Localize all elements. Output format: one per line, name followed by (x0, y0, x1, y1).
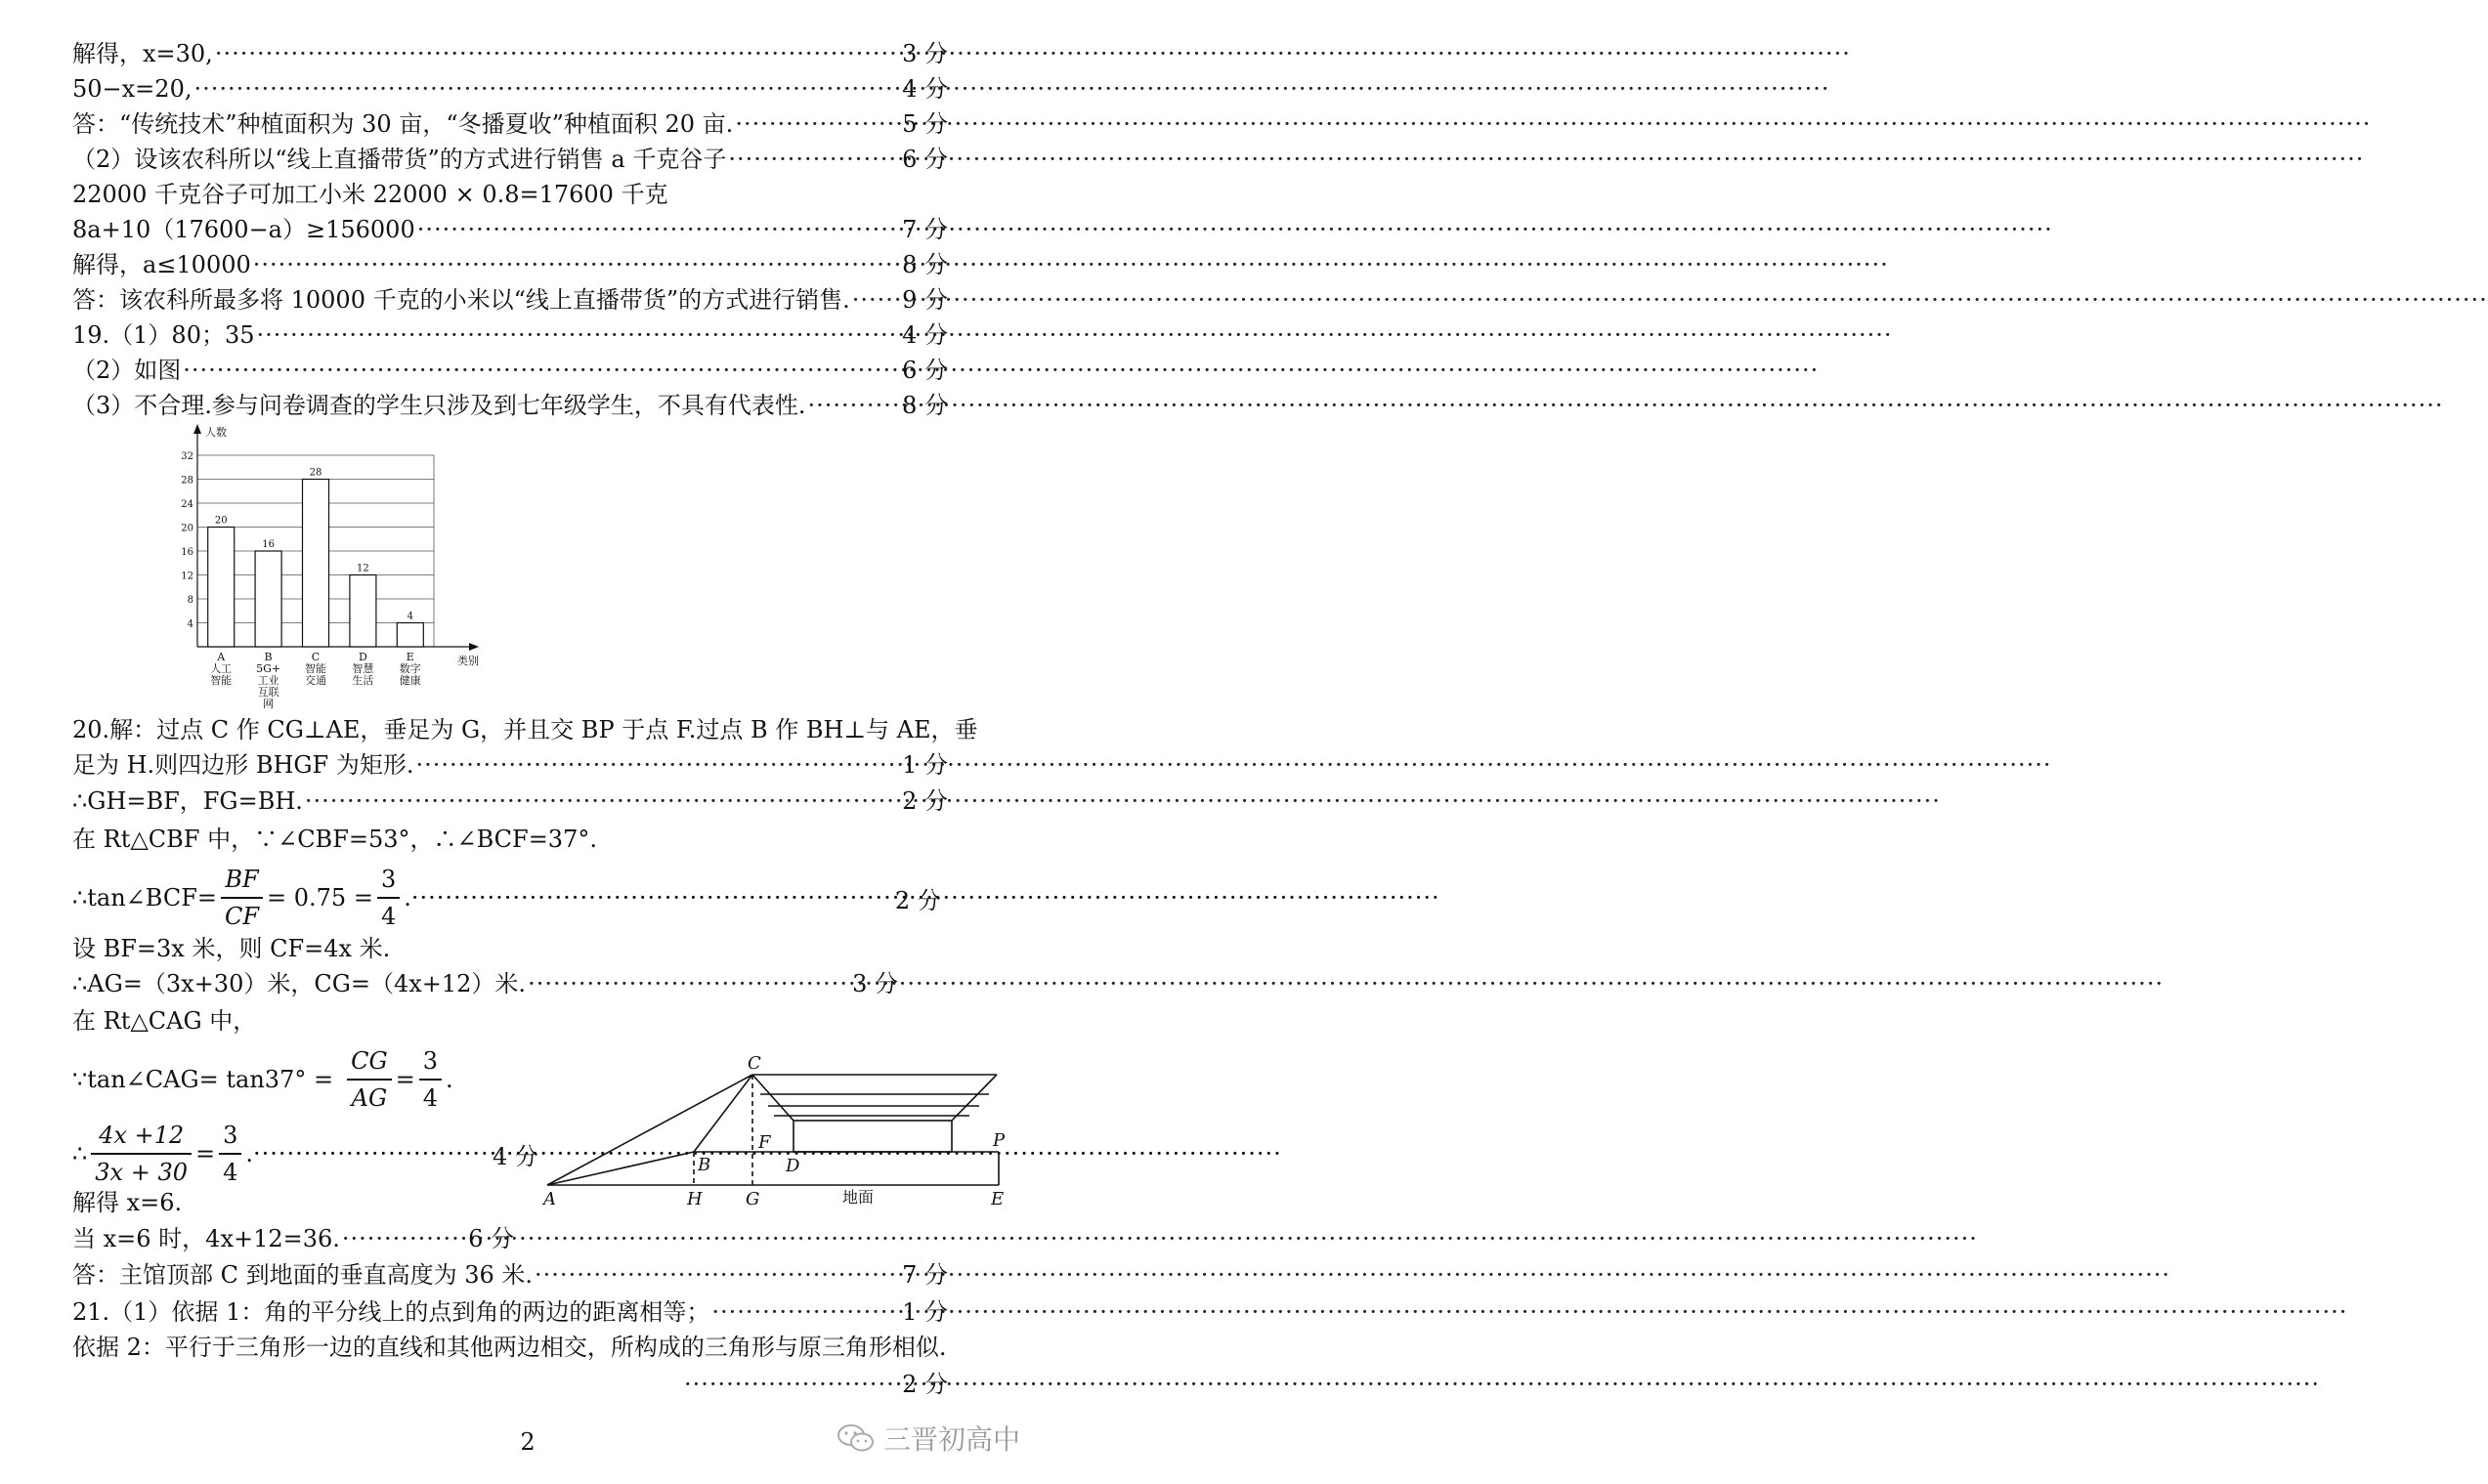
q21-line-2: 依据 2：平行于三角形一边的直线和其他两边相交，所构成的三角形与原三角形相似. (72, 1334, 947, 1361)
leader-dots (253, 248, 900, 281)
line-text: （2）如图 (72, 357, 182, 384)
x-tick-label: 5G+ (256, 662, 281, 675)
label-d: D (786, 1156, 800, 1176)
score: 7 分 (902, 1261, 948, 1289)
leader-dots (711, 1295, 900, 1329)
data-label: 4 (407, 611, 413, 622)
score: 1 分 (902, 751, 948, 779)
math-mid: = (395, 1066, 415, 1093)
line-11 (72, 389, 948, 422)
math-pre: ∴ (72, 1140, 88, 1167)
line-text: ∴GH=BF，FG=BH. (72, 787, 303, 815)
line-text: 解得，a≤10000 (72, 251, 251, 278)
line-text: 答：主馆顶部 C 到地面的垂直高度为 36 米. (72, 1261, 534, 1289)
score: 2 分 (894, 886, 941, 914)
x-tick-label: 工业 (257, 674, 279, 687)
x-tick-label: B (264, 651, 273, 663)
y-tick-label: 20 (181, 523, 193, 534)
leader-dots (415, 748, 900, 782)
q20-line-12 (72, 1222, 514, 1255)
label-b: B (698, 1155, 711, 1175)
score: 4 分 (902, 75, 948, 103)
x-tick-label: 生活 (352, 674, 374, 687)
denominator: AG (351, 1084, 388, 1112)
q20-line-3 (72, 784, 948, 818)
score: 3 分 (852, 970, 898, 997)
numerator: 3 (419, 1043, 442, 1081)
hall-body (794, 1121, 952, 1152)
x-tick-label: 健康 (399, 674, 421, 687)
line-text: 当 x=6 时，4x+12=36. (72, 1225, 340, 1252)
line-text: ∴AG=（3x+30）米，CG=（4x+12）米. (72, 970, 527, 997)
leader-dots (305, 784, 900, 818)
line-text: （3）不合理.参与问卷调查的学生只涉及到七年级学生，不具有代表性. (72, 392, 806, 419)
line-2 (72, 72, 948, 106)
x-tick-label: 互联 (257, 686, 279, 699)
q20-line-13 (72, 1258, 948, 1292)
q21-line-1 (72, 1295, 948, 1329)
line-text: 足为 H.则四边形 BHGF 为矩形. (72, 751, 414, 779)
math-post: . (446, 1066, 453, 1093)
bar (397, 623, 423, 648)
math-post: . (245, 1140, 254, 1167)
score: 3 分 (902, 40, 948, 67)
line-text: 答：“传统技术”种植面积为 30 亩，“冬播夏收”种植面积 20 亩. (72, 110, 734, 138)
score: 8 分 (902, 392, 948, 419)
score: 7 分 (902, 216, 948, 243)
label-e: E (991, 1189, 1005, 1209)
line-text: 21.（1）依据 1：角的平分线上的点到角的两边的距离相等； (72, 1298, 710, 1326)
x-tick-label: A (217, 651, 226, 663)
score: 1 分 (902, 1298, 948, 1326)
q20-equation (72, 1118, 538, 1190)
q20-tan-bcf (72, 862, 941, 934)
page-number: 2 (520, 1428, 536, 1456)
y-tick-label: 12 (181, 571, 193, 582)
numerator: CG (347, 1043, 392, 1081)
line-1 (72, 37, 948, 70)
x-tick-label: 数字 (399, 662, 421, 675)
score: 6 分 (468, 1225, 514, 1252)
math-pre: ∴tan∠BCF= (72, 884, 217, 912)
label-ground: 地面 (842, 1188, 875, 1207)
q20-tan-cag (72, 1043, 453, 1116)
x-axis-arrow (469, 643, 479, 651)
math-mid: = 0.75 = (267, 884, 373, 912)
q21-line-3 (682, 1368, 948, 1401)
leader-dots (728, 143, 900, 176)
x-tick-label: 智能 (210, 674, 233, 687)
y-axis-arrow (193, 424, 201, 434)
x-axis-title: 类别 (457, 655, 479, 667)
q20-line-6: 设 BF=3x 米，则 CF=4x 米. (72, 935, 391, 962)
data-label: 20 (214, 515, 228, 527)
line-text: 19.（1）80；35 (72, 321, 255, 349)
math-mid: = (195, 1140, 216, 1167)
data-label: 12 (357, 563, 369, 574)
score: 6 分 (902, 357, 948, 384)
leader-dots (183, 354, 900, 387)
score: 4 分 (493, 1142, 538, 1170)
fraction (221, 862, 263, 934)
leader-dots (253, 1140, 493, 1167)
x-tick-label: 智慧 (352, 662, 374, 675)
denominator: CF (225, 903, 260, 930)
math-pre: ∵tan∠CAG= tan37° = (72, 1066, 334, 1093)
label-c: C (748, 1053, 761, 1074)
line-4 (72, 143, 948, 176)
score: 2 分 (902, 787, 948, 815)
label-g: G (746, 1189, 760, 1209)
y-tick-label: 4 (187, 618, 193, 630)
q20-line-1: 20.解：过点 C 作 CG⊥AE，垂足为 G，并且交 BP 于点 F.过点 B 作 BH⊥与 AE，垂 (72, 716, 978, 743)
y-tick-label: 8 (187, 595, 193, 606)
numerator: 4x +12 (91, 1118, 192, 1155)
bar (208, 528, 235, 648)
label-f: F (758, 1132, 771, 1153)
q20-line-4: 在 Rt△CBF 中，∵∠CBF=53°，∴∠BCF=37°. (72, 826, 597, 853)
y-tick-label: 24 (181, 499, 193, 510)
q20-line-8: 在 Rt△CAG 中， (72, 1007, 257, 1035)
leader-dots (735, 107, 900, 141)
denominator: 4 (380, 903, 397, 930)
leader-dots (417, 213, 900, 246)
leader-dots (808, 389, 901, 422)
denominator: 4 (422, 1084, 439, 1112)
q20-line-11: 解得 x=6. (72, 1189, 183, 1216)
y-tick-label: 28 (181, 475, 193, 487)
wechat-icon (836, 1422, 876, 1454)
line-bc (694, 1075, 752, 1152)
line-text: 解得，x=30, (72, 40, 213, 67)
line-text: 答：该农科所最多将 10000 千克的小米以“线上直播带货”的方式进行销售. (72, 286, 850, 314)
x-tick-label: 智能 (305, 662, 326, 675)
x-tick-label: D (358, 651, 367, 663)
denominator: 3x + 30 (95, 1159, 188, 1186)
line-ab (547, 1152, 694, 1185)
bar (303, 480, 329, 648)
x-tick-label: C (311, 651, 321, 663)
score: 8 分 (902, 251, 948, 278)
label-h: H (687, 1189, 703, 1209)
bar (255, 551, 281, 647)
numerator: 3 (219, 1118, 241, 1155)
data-label: 16 (262, 539, 275, 550)
leader-dots (193, 72, 900, 106)
label-a: A (543, 1189, 556, 1209)
bar-chart (166, 422, 479, 715)
score: 2 分 (902, 1371, 948, 1398)
fraction (377, 862, 400, 934)
y-axis-title: 人数 (205, 426, 227, 439)
score: 4 分 (902, 321, 948, 349)
y-tick-label: 16 (181, 547, 193, 558)
line-5: 22000 千克谷子可加工小米 22000 × 0.8=17600 千克 (72, 181, 668, 208)
line-8 (72, 283, 948, 317)
denominator: 4 (223, 1159, 238, 1186)
math-post: . (404, 884, 411, 912)
q20-line-7 (72, 967, 898, 1000)
numerator: 3 (377, 862, 400, 899)
x-tick-label: E (406, 651, 414, 663)
geometry-figure (537, 1055, 1007, 1221)
fraction (219, 1118, 241, 1190)
leader-dots (342, 1222, 466, 1255)
line-6 (72, 213, 948, 246)
leader-dots (535, 1258, 900, 1292)
x-tick-label: 人工 (210, 662, 233, 675)
bar (350, 575, 376, 648)
leader-dots (215, 37, 900, 70)
label-p: P (993, 1130, 1006, 1151)
numerator: BF (221, 862, 263, 899)
line-text: 8a+10（17600−a）≥156000 (72, 216, 415, 243)
line-10 (72, 354, 948, 387)
leader-dots (528, 967, 850, 1000)
line-7 (72, 248, 948, 281)
x-tick-label: 交通 (305, 674, 326, 687)
fraction (91, 1118, 192, 1190)
score: 9 分 (902, 286, 948, 314)
line-3 (72, 107, 948, 141)
line-ac (547, 1075, 752, 1185)
watermark-text: 三晋初高中 (882, 1423, 1020, 1456)
leader-dots (411, 884, 895, 912)
score: 5 分 (902, 110, 948, 138)
q20-line-2 (72, 748, 948, 782)
roof-right-slope (952, 1075, 997, 1121)
score: 6 分 (902, 146, 948, 173)
line-text: 50−x=20, (72, 75, 193, 103)
y-tick-label: 32 (181, 451, 193, 462)
leader-dots (257, 318, 901, 352)
watermark (836, 1419, 1020, 1458)
leader-dots (852, 283, 900, 317)
roof-left-slope (752, 1075, 794, 1121)
fraction (419, 1043, 442, 1116)
leader-dots (684, 1368, 900, 1401)
fraction (347, 1043, 392, 1116)
line-9 (72, 318, 948, 352)
data-label: 28 (309, 467, 322, 479)
line-text: （2）设该农科所以“线上直播带货”的方式进行销售 a 千克谷子 (72, 146, 727, 173)
x-tick-label: 网 (263, 698, 275, 710)
